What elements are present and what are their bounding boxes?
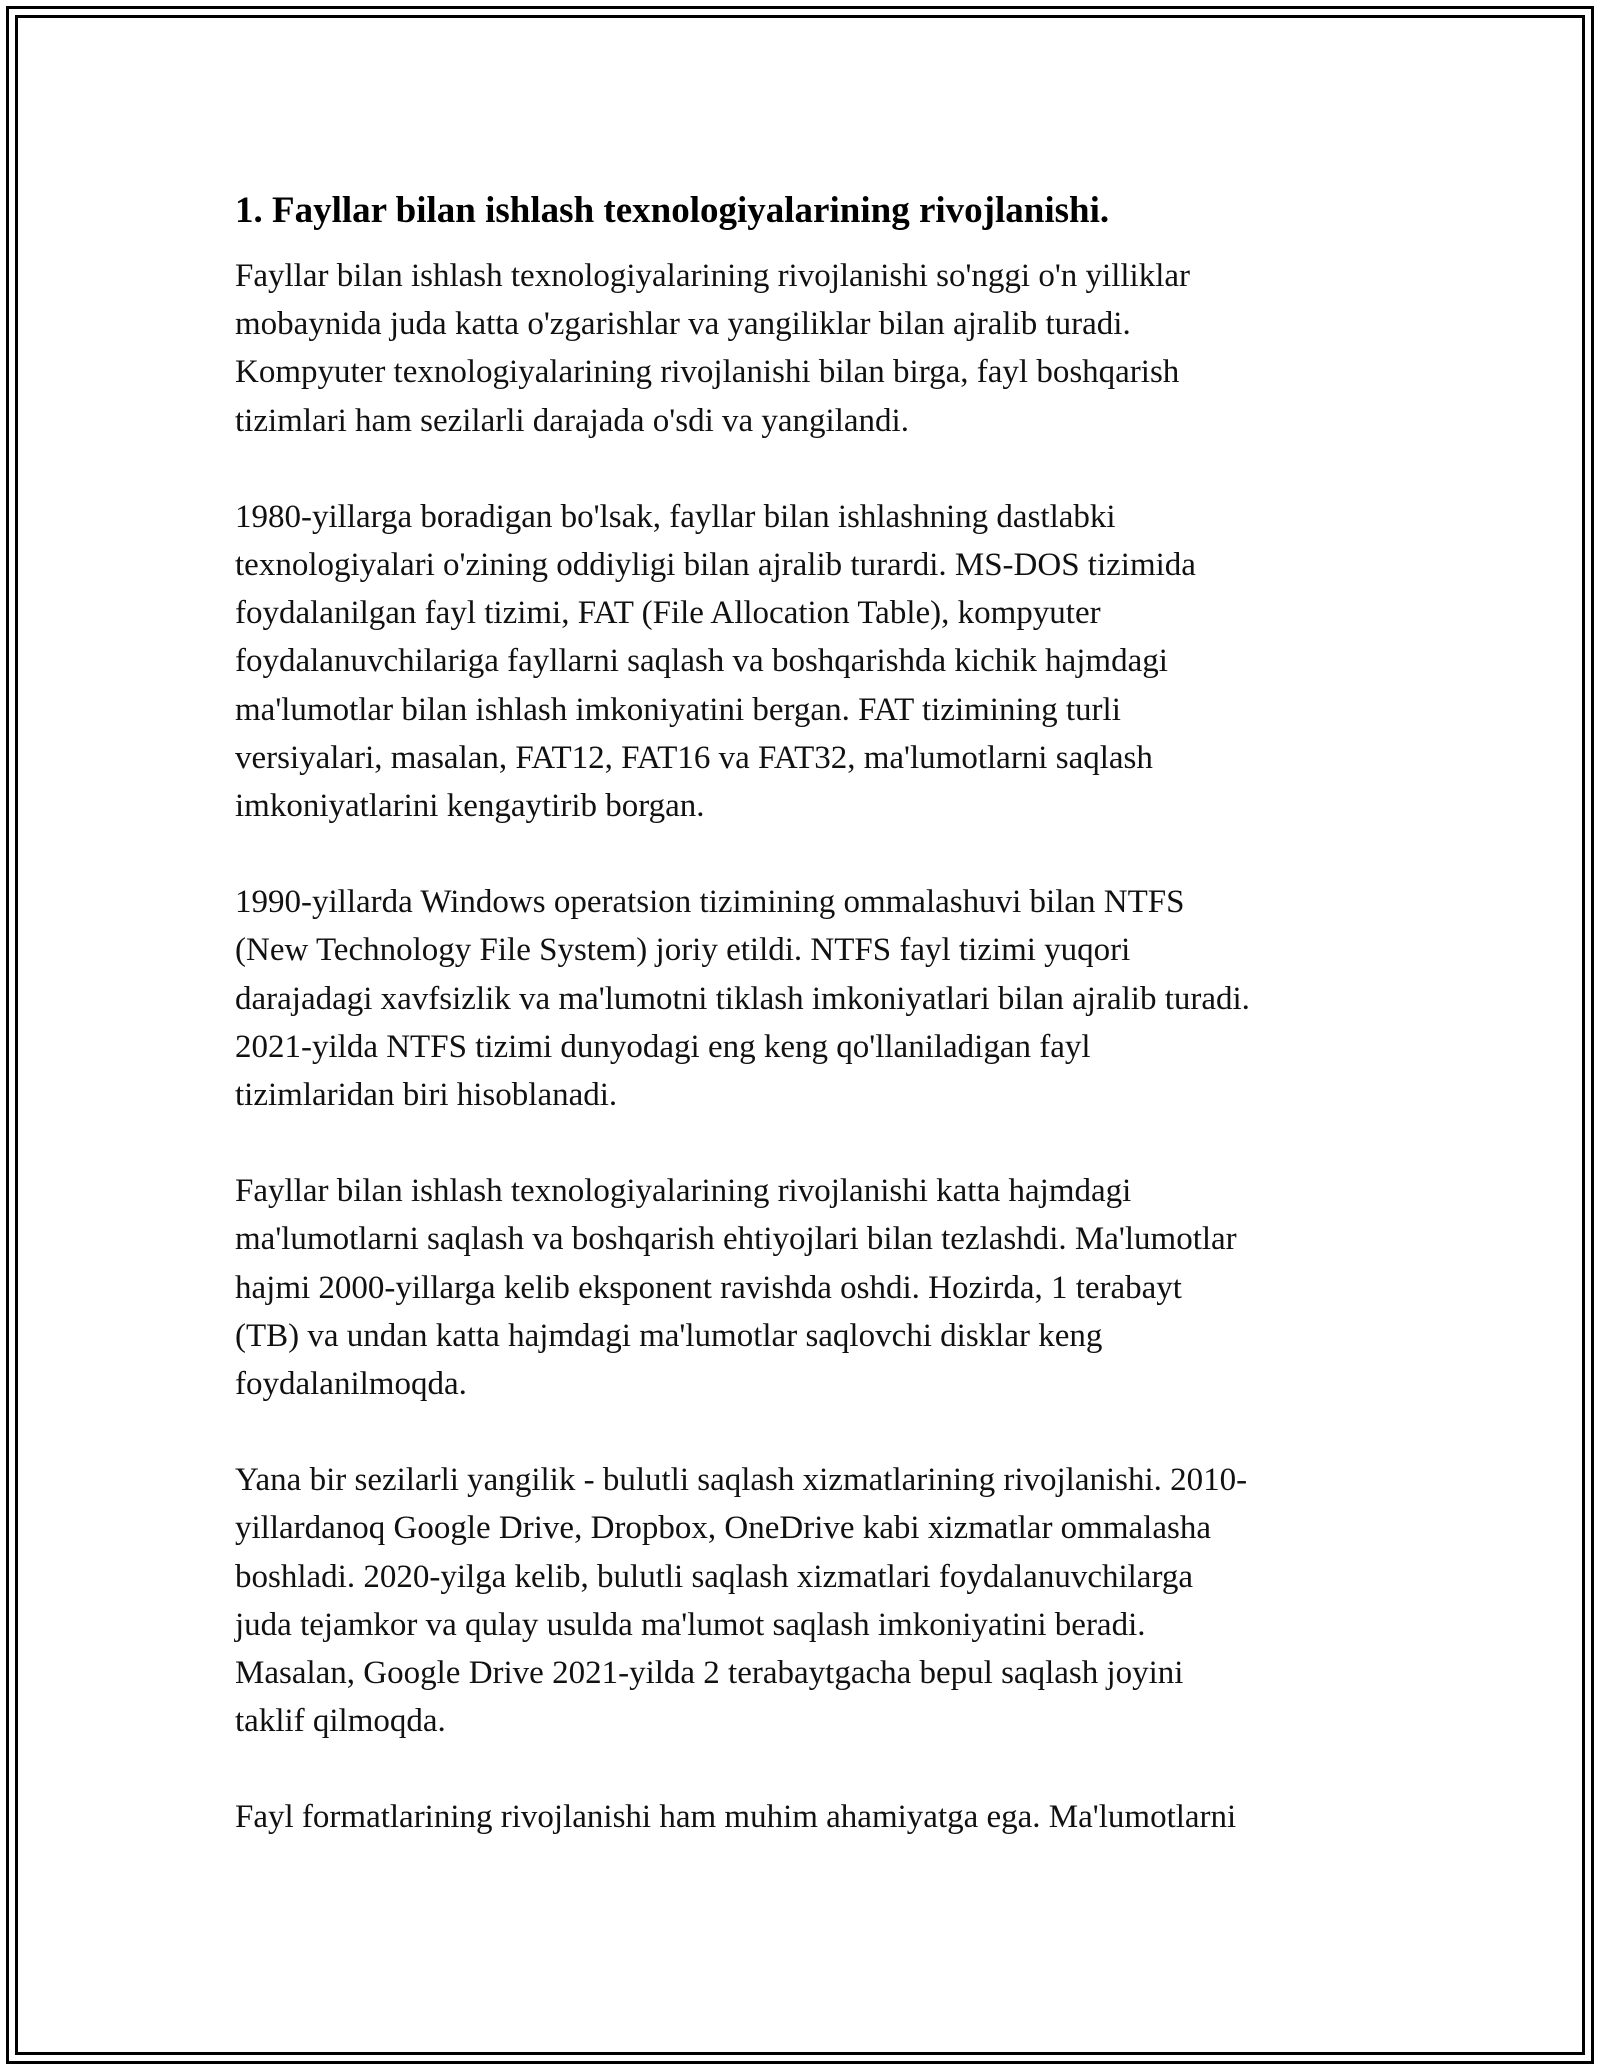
paragraph-line: darajadagi xavfsizlik va ma'lumotni tiklash imkoniyatlari bilan ajralib turadi. [235,980,1250,1017]
paragraph-line: tizimlaridan biri hisoblanadi. [235,1077,618,1114]
paragraph-line: Fayllar bilan ishlash texnologiyalarining rivojlanishi so'nggi o'n yilliklar [235,258,1191,294]
paragraph-1980s [235,493,1375,830]
paragraph-line: taklif qilmoqda. [235,1703,446,1740]
paragraph-line: ma'lumotlarni saqlash va boshqarish ehtiyojlari bilan tezlashdi. Ma'lumotlar [235,1221,1237,1258]
paragraph-line: Fayllar bilan ishlash texnologiyalarining rivojlanishi katta hajmdagi [235,1173,1132,1210]
section-heading: 1. Fayllar bilan ishlash texnologiyalarining rivojlanishi. [235,190,1110,231]
paragraph-intro [235,252,1375,445]
paragraph-line: juda tejamkor va qulay usulda ma'lumot saqlash imkoniyatini beradi. [235,1606,1146,1643]
paragraph-line: imkoniyatlarini kengaytirib borgan. [235,788,705,825]
paragraph-line: 1980-yillarga boradigan bo'lsak, fayllar bilan ishlashning dastlabki [235,498,1116,535]
paragraph-line: versiyalari, masalan, FAT12, FAT16 va FAT32, ma'lumotlarni saqlash [235,739,1153,776]
paragraph-line: Yana bir sezilarli yangilik - bulutli saqlash xizmatlarining rivojlanishi. 2010- [235,1462,1248,1499]
paragraph-line: foydalanuvchilariga fayllarni saqlash va boshqarishda kichik hajmdagi [235,643,1168,680]
document-body [235,186,1375,1890]
paragraph-line: hajmi 2000-yillarga kelib eksponent ravishda oshdi. Hozirda, 1 terabayt [235,1269,1182,1306]
paragraph-line: 2021-yilda NTFS tizimi dunyodagi eng keng qo'llaniladigan fayl [235,1028,1091,1065]
paragraph-1990s [235,878,1375,1119]
paragraph-line: texnologiyalari o'zining oddiyligi bilan ajralib turardi. MS-DOS tizimida [235,547,1196,584]
paragraph-line: Kompyuter texnologiyalarining rivojlanishi bilan birga, fayl boshqarish [235,354,1180,391]
paragraph-line: ma'lumotlar bilan ishlash imkoniyatini bergan. FAT tizimining turli [235,691,1121,728]
paragraph-line: (New Technology File System) joriy etildi. NTFS fayl tizimi yuqori [235,932,1131,969]
paragraph-line: (TB) va undan katta hajmdagi ma'lumotlar saqlovchi disklar keng [235,1317,1103,1354]
paragraph-line: boshladi. 2020-yilga kelib, bulutli saqlash xizmatlari foydalanuvchilarga [235,1558,1193,1595]
paragraph-line: yillardanoq Google Drive, Dropbox, OneDrive kabi xizmatlar ommalasha [235,1510,1211,1547]
paragraph-line: foydalanilmoqda. [235,1366,467,1403]
paragraph-line: Masalan, Google Drive 2021-yilda 2 terabaytgacha bepul saqlash joyini [235,1655,1184,1692]
paragraph-line: tizimlari ham sezilarli darajada o'sdi va yangilandi. [235,402,909,439]
paragraph-line: mobaynida juda katta o'zgarishlar va yangiliklar bilan ajralib turadi. [235,306,1131,343]
paragraph-line: Fayl formatlarining rivojlanishi ham muhim ahamiyatga ega. Ma'lumotlarni [235,1799,1237,1836]
paragraph-data-growth [235,1167,1375,1408]
paragraph-line: foydalanilgan fayl tizimi, FAT (File Allocation Table), kompyuter [235,595,1101,632]
paragraph-cloud-storage [235,1456,1375,1745]
paragraph-line: 1990-yillarda Windows operatsion tizimining ommalashuvi bilan NTFS [235,884,1185,921]
paragraph-file-formats [235,1793,1375,1841]
